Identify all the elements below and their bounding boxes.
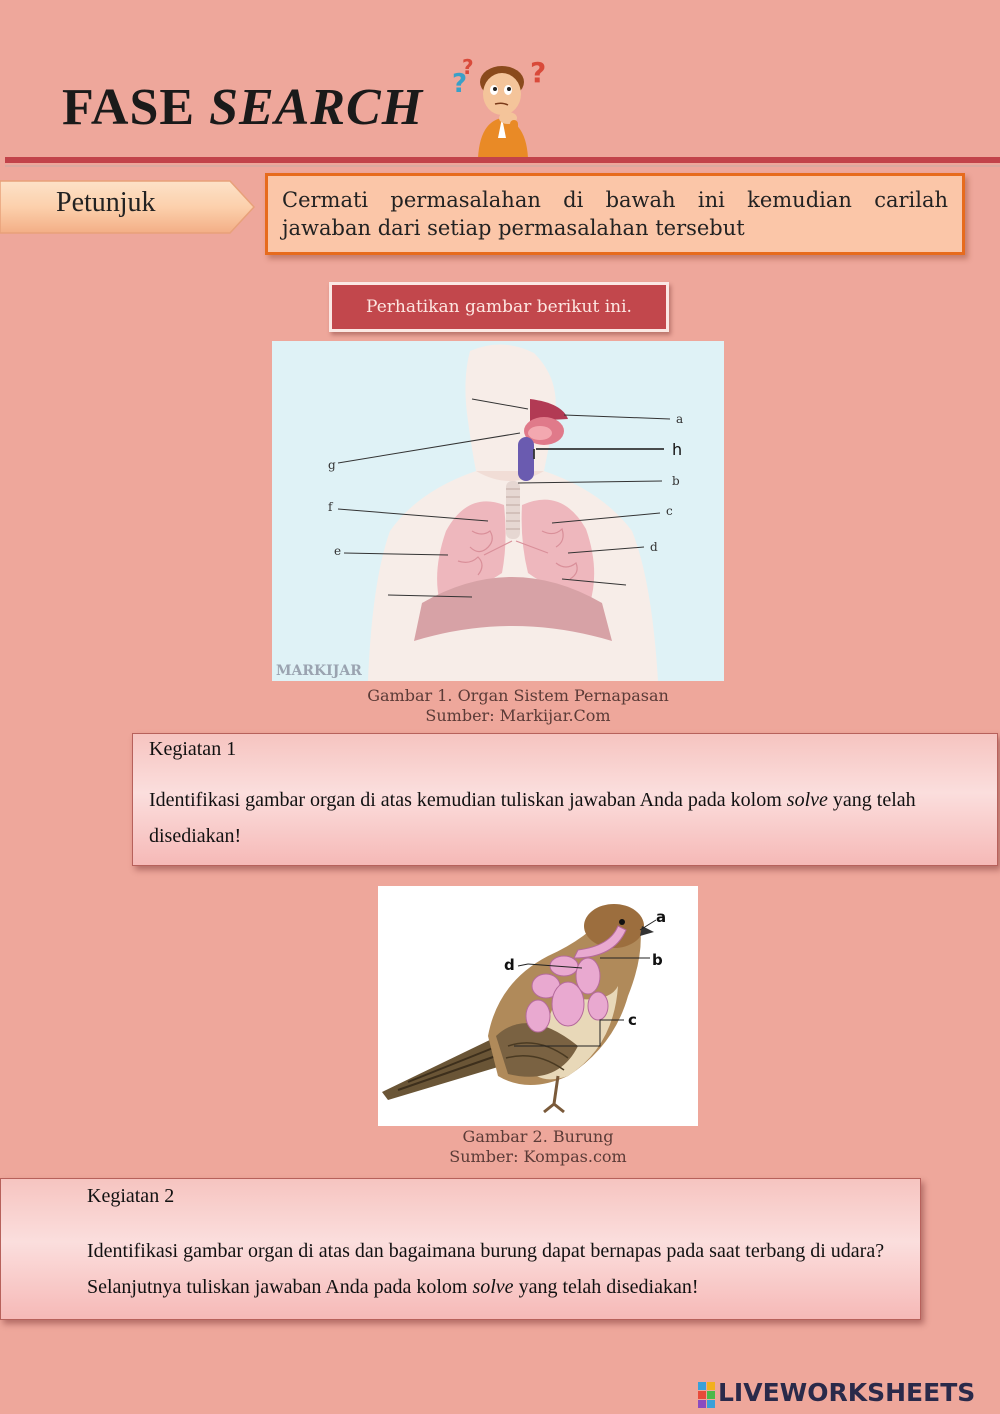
respiratory-system-illustration	[272, 341, 724, 681]
thinking-boy-icon	[448, 52, 554, 162]
title-plain: FASE	[62, 79, 196, 136]
fig1-label-b: b	[672, 474, 680, 488]
svg-text:?: ?	[462, 55, 474, 79]
activity-1-title: Kegiatan 1	[149, 738, 237, 760]
bird-figure	[378, 886, 698, 1126]
activity-2-title: Kegiatan 2	[87, 1185, 175, 1207]
bird-respiratory-illustration	[378, 886, 698, 1126]
figure1-caption	[272, 686, 764, 726]
fig1-watermark: MARKIJAR	[276, 663, 362, 679]
liveworksheets-logo-icon	[698, 1382, 716, 1410]
respiratory-system-figure	[272, 341, 724, 681]
fig2-label-a: a	[656, 908, 667, 926]
fig1-label-c: c	[666, 504, 673, 518]
title-italic: SEARCH	[209, 79, 424, 136]
activity-1-box	[132, 733, 998, 866]
fig2-label-c: c	[628, 1011, 637, 1029]
petunjuk-label: Petunjuk	[56, 187, 156, 218]
figure1-caption-title: Gambar 1. Organ Sistem Pernapasan	[367, 686, 669, 705]
activity-2-body: Identifikasi gambar organ di atas dan bagaimana burung dapat bernapas pada saat terbang di udara? Selanjutnya tuliskan jawaban Anda pada kolom solve yang telah disediakan!	[87, 1240, 885, 1298]
figure1-caption-source: Sumber: Markijar.Com	[425, 706, 611, 725]
activity-1-body: Identifikasi gambar organ di atas kemudian tuliskan jawaban Anda pada kolom solve yang telah disediakan!	[149, 789, 916, 847]
fig1-label-a: a	[676, 412, 684, 426]
header-divider-shadow	[5, 165, 1000, 167]
figure2-caption-title: Gambar 2. Burung	[462, 1127, 614, 1146]
fig1-label-g: g	[328, 458, 336, 472]
fig2-label-b: b	[652, 951, 663, 969]
page-title	[62, 78, 423, 137]
activity-2-box	[0, 1178, 921, 1320]
fig1-label-f: f	[328, 500, 333, 514]
fig1-label-e: e	[334, 544, 342, 558]
header-divider	[5, 157, 1000, 163]
fig1-label-d: d	[650, 540, 658, 554]
instruction-box	[265, 173, 965, 255]
liveworksheets-brand[interactable]: LIVEWORKSHEETS	[718, 1378, 976, 1407]
fig2-label-d: d	[504, 956, 515, 974]
observe-label: Perhatikan gambar berikut ini.	[329, 282, 669, 332]
fig1-label-h: h	[672, 440, 683, 459]
svg-text:?: ?	[530, 56, 547, 89]
svg-text:?: ?	[452, 69, 468, 99]
instruction-text: Cermati permasalahan di bawah ini kemudian carilah jawaban dari setiap permasalahan tersebut	[282, 188, 948, 240]
figure2-caption	[378, 1127, 698, 1167]
figure2-caption-source: Sumber: Kompas.com	[449, 1147, 627, 1166]
